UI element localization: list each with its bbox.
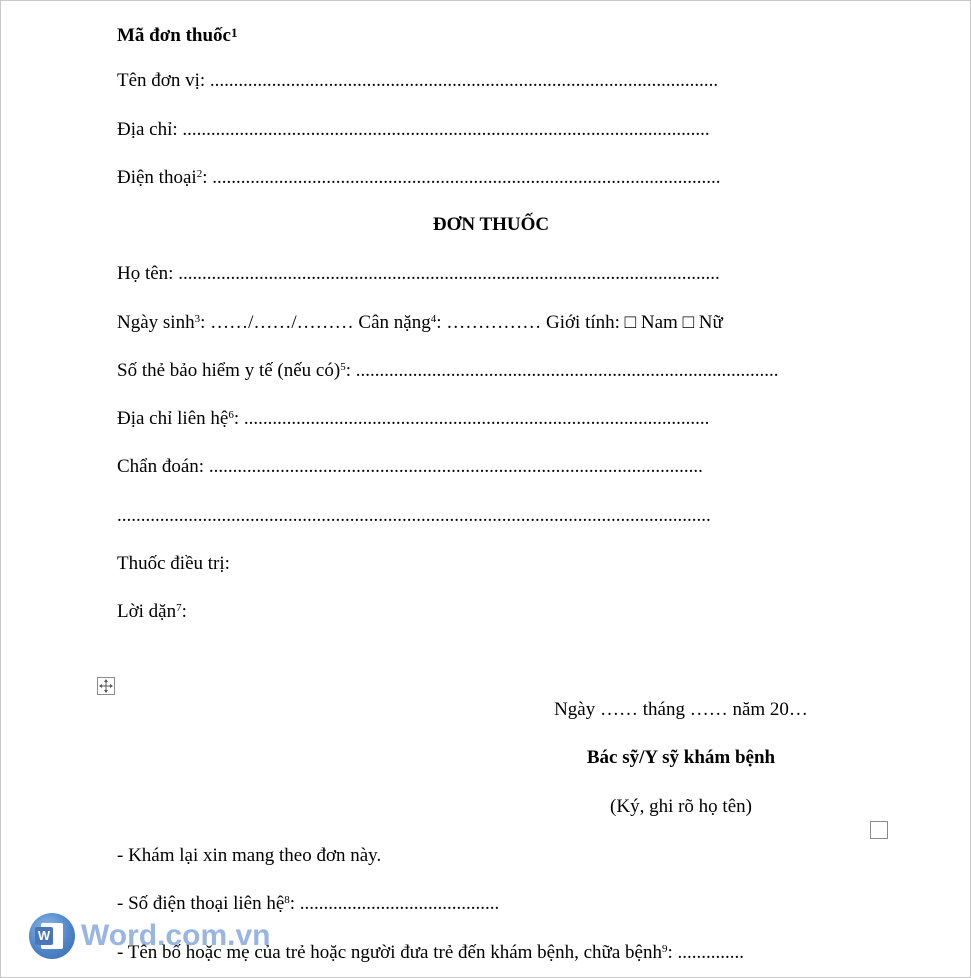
weight-gender-text: : …………… Giới tính: □ Nam □ Nữ <box>436 312 723 333</box>
table-move-handle-icon[interactable] <box>97 677 115 695</box>
footnote-4: 4 <box>430 313 437 325</box>
treatment-line: Thuốc điều trị: <box>117 553 230 574</box>
guardian-label: - Tên bố hoặc mẹ của trẻ hoặc người đưa trẻ đến khám bệnh, chữa bệnh <box>117 942 662 963</box>
watermark <box>29 913 271 963</box>
insurance-line <box>117 360 778 382</box>
contact-phone-label: - Số điện thoại liên hệ <box>117 893 285 914</box>
footnote-1: 1 <box>230 25 238 40</box>
table-resize-handle-icon[interactable] <box>870 821 888 839</box>
phone-label: Điện thoại <box>117 167 197 188</box>
footnote-3: 3 <box>194 313 201 325</box>
contact-phone-dots: : .......................................... <box>289 893 500 914</box>
prescription-code-line <box>117 22 237 47</box>
footnote-2: 2 <box>196 168 203 180</box>
revisit-note: - Khám lại xin mang theo đơn này. <box>117 845 382 866</box>
signature-date: Ngày …… tháng …… năm 20… <box>554 699 808 720</box>
guardian-dots: : .............. <box>667 942 744 963</box>
word-logo-letter: W <box>35 927 53 945</box>
footnote-5: 5 <box>340 361 346 373</box>
word-logo-icon <box>29 913 75 959</box>
advice-label: Lời dặn <box>117 601 177 622</box>
dob-label: Ngày sinh <box>117 312 195 333</box>
contact-phone-line <box>117 893 499 915</box>
signature-role: Bác sỹ/Y sỹ khám bệnh <box>586 747 776 768</box>
document-title: ĐƠN THUỐC <box>432 214 550 235</box>
signature-note: (Ký, ghi rõ họ tên) <box>610 796 752 817</box>
patient-name-line: Họ tên: .................................................................................................................. <box>117 263 720 284</box>
contact-address-label: Địa chỉ liên hệ <box>117 408 229 429</box>
advice-line <box>117 601 187 623</box>
phone-line <box>117 167 720 189</box>
contact-address-line <box>117 408 709 430</box>
diagnosis-continuation-line: ............................................................................................................................. <box>117 505 711 526</box>
prescription-code-label: Mã đơn thuốc <box>117 25 231 46</box>
diagnosis-line: Chẩn đoán: ........................................................................................................ <box>117 456 703 477</box>
footnote-8: 8 <box>284 894 290 906</box>
dob-weight-text: : ……/……/……… Cân nặng <box>200 312 431 333</box>
move-arrows-icon <box>99 679 113 693</box>
phone-dots: : ........................................................................................................... <box>202 167 721 188</box>
footnote-9: 9 <box>661 943 668 955</box>
advice-colon: : <box>181 601 187 622</box>
watermark-text: Word.com.vn <box>81 919 271 952</box>
contact-address-dots: : .................................................................................................. <box>233 408 710 429</box>
footnote-7: 7 <box>176 602 182 614</box>
insurance-dots: : ......................................................................................... <box>345 360 779 381</box>
insurance-label: Số thẻ bảo hiểm y tế (nếu có) <box>117 360 341 381</box>
dob-weight-gender-line <box>117 312 723 334</box>
address-line: Địa chỉ: ............................................................................................................... <box>117 119 710 140</box>
footnote-6: 6 <box>228 409 234 421</box>
unit-name-line: Tên đơn vị: ........................................................................................................... <box>117 70 719 91</box>
